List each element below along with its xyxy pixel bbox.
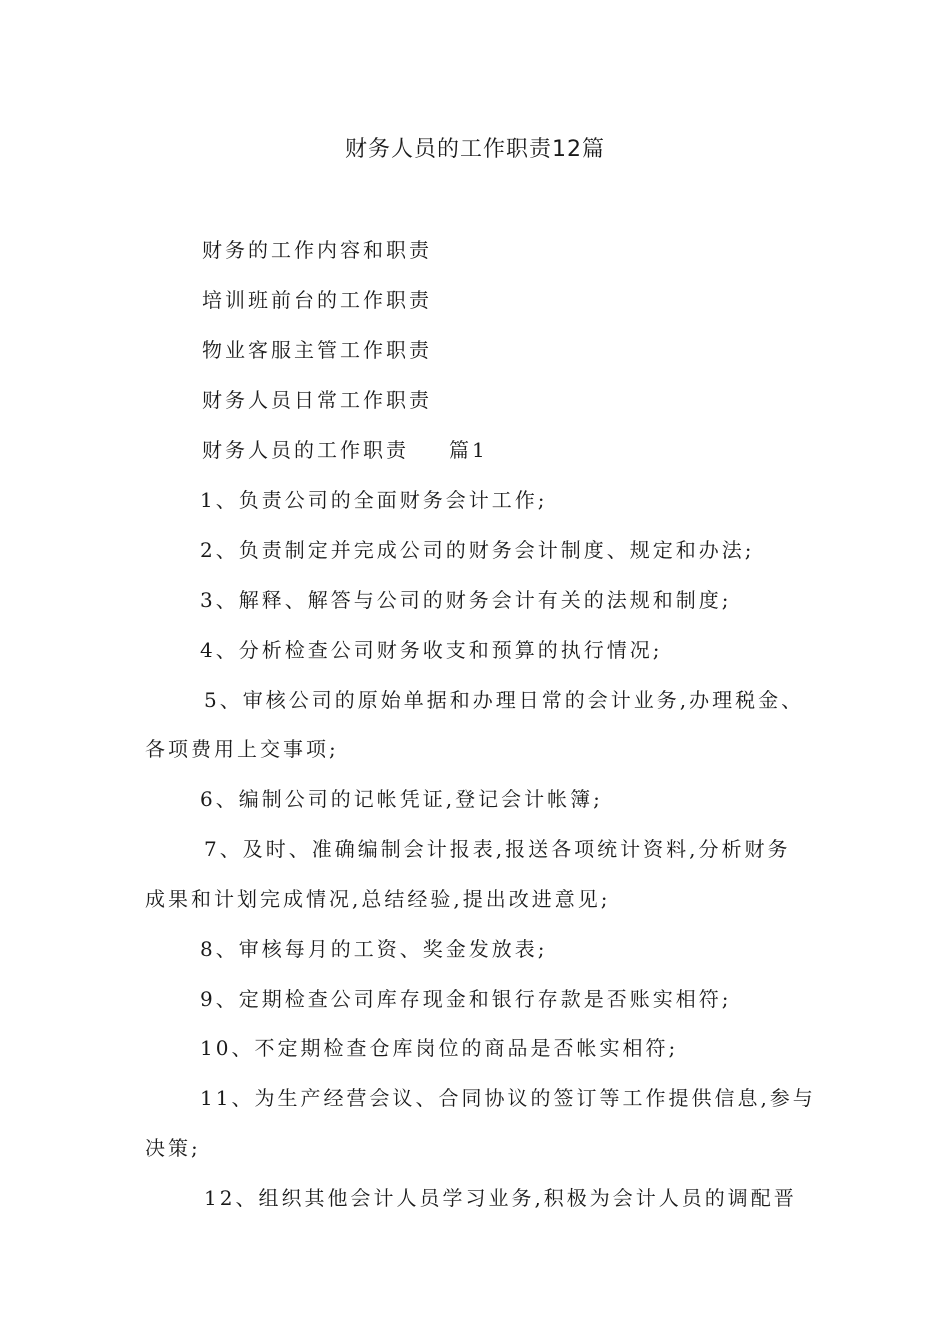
duty-item-continuation: 各项费用上交事项; bbox=[145, 737, 339, 761]
document-title: 财务人员的工作职责12篇 bbox=[345, 137, 605, 162]
duty-item-continuation: 决策; bbox=[145, 1136, 201, 1160]
toc-item: 财务的工作内容和职责 bbox=[202, 238, 432, 262]
duty-item: 5、审核公司的原始单据和办理日常的会计业务,办理税金、 bbox=[204, 688, 805, 712]
toc-item: 财务人员日常工作职责 bbox=[202, 388, 432, 412]
duty-item: 12、组织其他会计人员学习业务,积极为会计人员的调配晋 bbox=[204, 1186, 797, 1210]
duty-item: 3、解释、解答与公司的财务会计有关的法规和制度; bbox=[200, 588, 732, 612]
duty-item: 4、分析检查公司财务收支和预算的执行情况; bbox=[200, 638, 663, 662]
duty-item: 10、不定期检查仓库岗位的商品是否帐实相符; bbox=[200, 1036, 679, 1060]
duty-item: 2、负责制定并完成公司的财务会计制度、规定和办法; bbox=[200, 538, 755, 562]
duty-item: 1、负责公司的全面财务会计工作; bbox=[200, 488, 548, 512]
duty-item: 9、定期检查公司库存现金和银行存款是否账实相符; bbox=[200, 987, 732, 1011]
duty-item: 6、编制公司的记帐凭证,登记会计帐簿; bbox=[200, 787, 603, 811]
duty-item: 11、为生产经营会议、合同协议的签订等工作提供信息,参与 bbox=[200, 1086, 816, 1110]
duty-item: 8、审核每月的工资、奖金发放表; bbox=[200, 937, 548, 961]
section-number: 篇1 bbox=[449, 438, 488, 462]
duty-item: 7、及时、准确编制会计报表,报送各项统计资料,分析财务 bbox=[204, 837, 791, 861]
toc-item: 培训班前台的工作职责 bbox=[202, 288, 432, 312]
section-heading-text: 财务人员的工作职责 bbox=[202, 438, 409, 462]
section-heading bbox=[202, 436, 488, 464]
duty-item-continuation: 成果和计划完成情况,总结经验,提出改进意见; bbox=[145, 887, 611, 911]
toc-item: 物业客服主管工作职责 bbox=[202, 338, 432, 362]
